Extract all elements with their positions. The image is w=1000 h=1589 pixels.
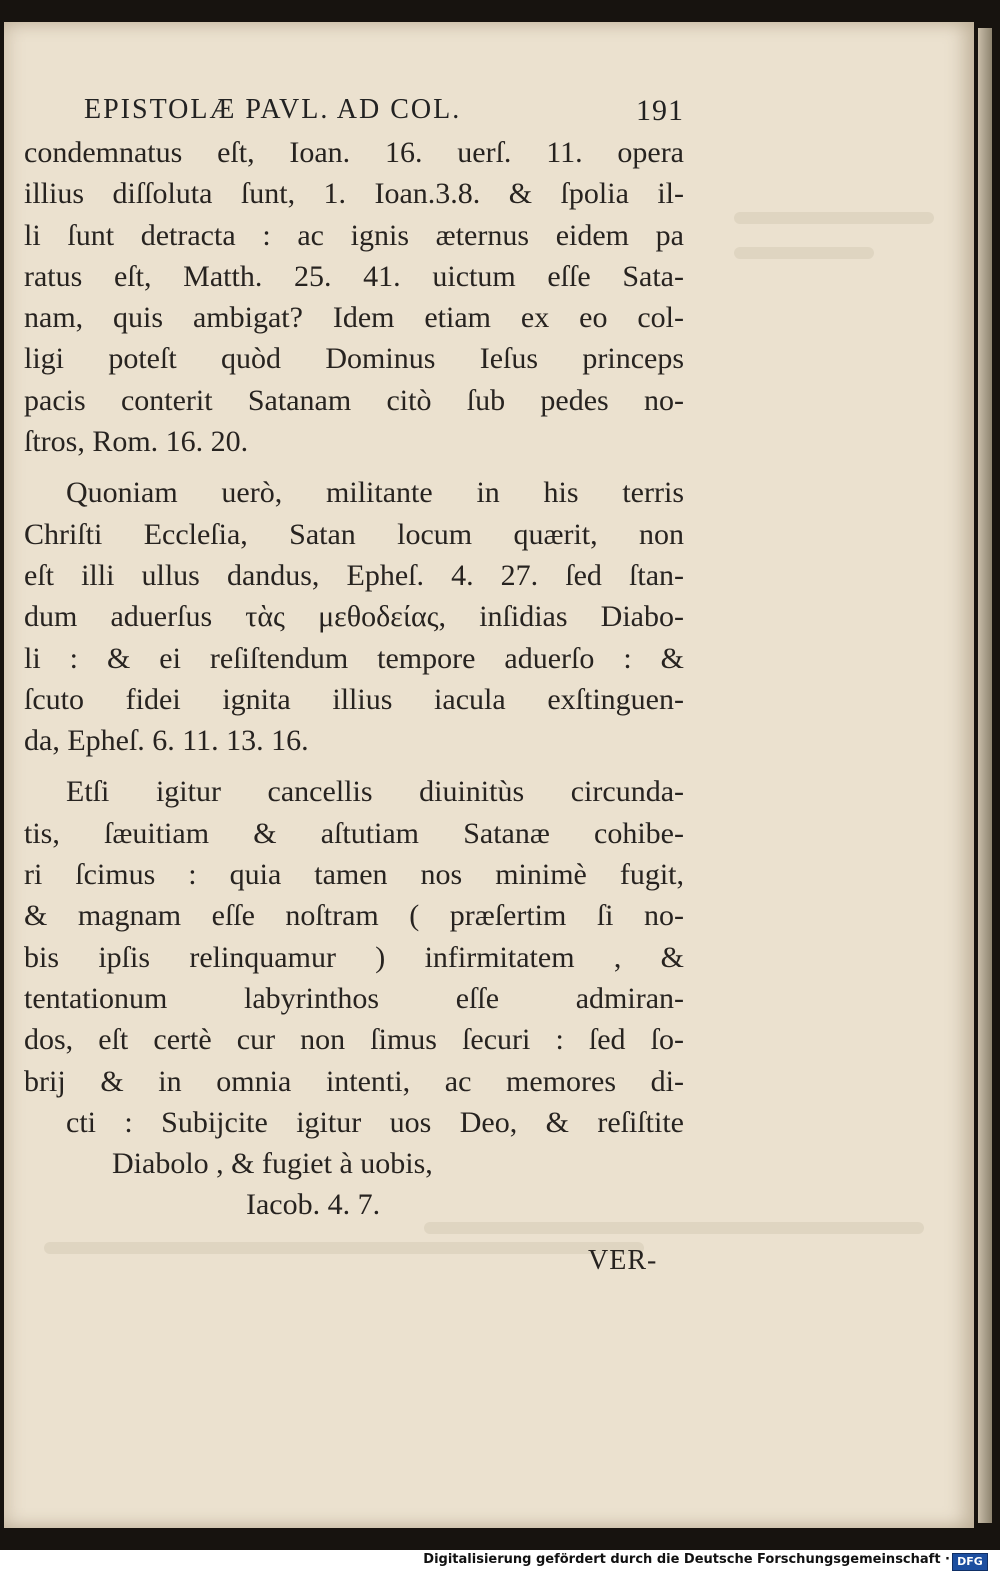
text-line: cti : Subijcite igitur uos Deo, & reſiſtite: [66, 1105, 684, 1139]
dfg-logo: DFG: [952, 1553, 988, 1571]
show-through-mark: [734, 247, 874, 259]
text-line: condemnatus eſt, Ioan. 16. uerſ. 11. opera: [24, 136, 684, 169]
text-line: dos, eſt certè cur non ſimus ſecuri : ſed ſo-: [24, 1023, 684, 1057]
paragraph-start: Etſi igitur cancellis diuinitùs circunda-: [66, 775, 684, 809]
running-head-title: EPISTOLÆ PAVL. AD COL.: [84, 94, 462, 125]
body-text: [24, 132, 684, 1226]
page-edge: [978, 28, 992, 1523]
text-line: tis, ſæuitiam & aſtutiam Satanæ cohibe-: [24, 816, 684, 850]
text-line: ratus eſt, Matth. 25. 41. uictum eſſe Sata-: [24, 259, 684, 293]
digitization-credit: Digitalisierung gefördert durch die Deutsche Forschungsgemeinschaft ·: [423, 1552, 950, 1567]
text-line: Iacob. 4. 7.: [246, 1188, 381, 1222]
text-line: dum aduerſus τὰς μεθοδείας, inſidias Diabo-: [24, 600, 684, 634]
text-line: ri ſcimus : quia tamen nos minimè fugit,: [24, 858, 684, 892]
catchword: VER-: [588, 1245, 658, 1276]
page-number: 191: [636, 94, 684, 127]
text-line: Chriſti Eccleſia, Satan locum quærit, non: [24, 517, 684, 551]
text-line: brij & in omnia intenti, ac memores di-: [24, 1064, 684, 1098]
show-through-mark: [44, 1242, 644, 1254]
text-line: ſtros, Rom. 16. 20.: [24, 425, 249, 459]
text-line: bis ipſis relinquamur ) infirmitatem , &: [24, 940, 684, 974]
text-line: & magnam eſſe noſtram ( præſertim ſi no-: [24, 899, 684, 933]
text-line: da, Epheſ. 6. 11. 13. 16.: [24, 724, 309, 758]
text-line: li ſunt detracta : ac ignis æternus eidem pa: [24, 218, 684, 252]
text-line: pacis conterit Satanam citò ſub pedes no-: [24, 383, 684, 417]
show-through-mark: [734, 212, 934, 224]
paragraph-start: Quoniam uerò, militante in his terris: [66, 476, 684, 510]
text-line: nam, quis ambigat? Idem etiam ex eo col-: [24, 301, 684, 335]
text-line: ſcuto fidei ignita illius iacula exſtinguen-: [24, 682, 684, 716]
text-line: Diabolo , & fugiet à uobis,: [112, 1147, 433, 1181]
text-line: tentationum labyrinthos eſſe admiran-: [24, 981, 684, 1015]
text-line: ligi poteſt quòd Dominus Ieſus princeps: [24, 342, 684, 376]
text-line: li : & ei reſiſtendum tempore aduerſo : &: [24, 641, 684, 675]
text-line: eſt illi ullus dandus, Epheſ. 4. 27. ſed ſtan-: [24, 558, 684, 592]
text-line: illius diſſoluta ſunt, 1. Ioan.3.8. & ſpolia il-: [24, 177, 684, 211]
running-head: [84, 94, 684, 130]
